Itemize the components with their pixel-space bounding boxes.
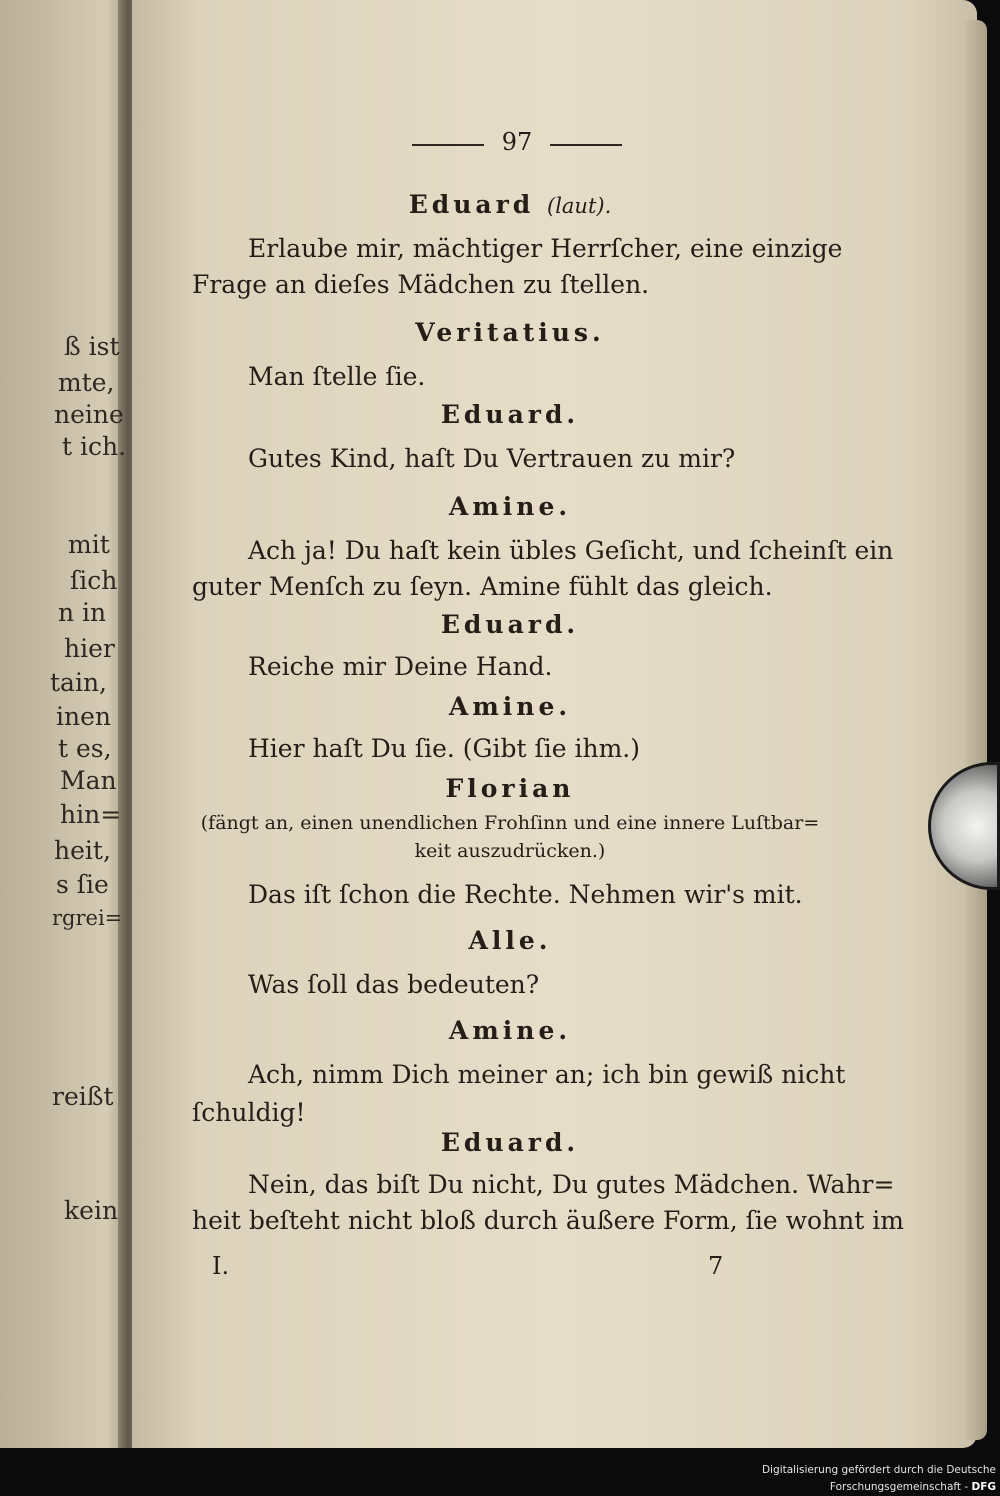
left-fragment: ſich [70,566,118,595]
stage-direction: (fängt an, einen unendlichen Frohſinn und eine innere Luſtbar= [200,812,820,834]
left-fragment: ß ist [64,332,120,361]
left-fragment: n in [58,598,107,627]
text-line: Hier haſt Du ſie. (Gibt ſie ihm.) [248,734,640,763]
text-line: Gutes Kind, haſt Du Vertrauen zu mir? [248,444,736,473]
left-fragment: hin= [60,800,122,829]
speaker-heading: Amine. [448,492,572,521]
speaker-heading [192,190,828,219]
rule-left [412,144,484,146]
left-fragment: tain, [50,668,107,697]
speaker-heading: Alle. [468,926,552,955]
speaker-heading: Amine. [448,692,572,721]
speaker-heading: Eduard. [440,400,580,429]
left-fragment: rgrei= [52,906,123,930]
text-line: guter Menſch zu ſeyn. Amine fühlt das gleich. [192,572,773,601]
stage-direction: keit auszudrücken.) [414,840,606,862]
rule-right [550,144,622,146]
dfg-logo: DFG [971,1481,996,1493]
digitization-credit [670,1462,1000,1493]
left-fragment: inen [56,702,111,731]
text-line: Das iſt ſchon die Rechte. Nehmen wir's mit. [248,880,803,909]
speaker-heading: Florian [445,774,575,803]
speaker-heading: Amine. [448,1016,572,1045]
text-line: Man ſtelle ſie. [248,362,426,391]
left-fragment: t es, [58,734,112,763]
left-fragment: kein [64,1196,119,1225]
text-line: Ach ja! Du haſt kein übles Geſicht, und ſcheinſt ein [248,536,894,565]
text-line: Erlaube mir, mächtiger Herrſcher, eine einzige [248,234,843,263]
page-number: 97 [501,128,533,156]
text-line: Nein, das biſt Du nicht, Du gutes Mädchen. Wahr= [248,1170,895,1199]
left-fragment: hier [64,634,115,663]
sheet-number: 7 [708,1252,724,1280]
credit-text: Digitalisierung gefördert durch die Deutsche Forschungsgemeinschaft - [762,1464,996,1493]
stage-direction: (laut). [547,194,612,218]
left-fragment: neine [54,400,124,429]
speaker-heading: Eduard. [440,1128,580,1157]
left-fragment: reißt [52,1082,114,1111]
text-line: Ach, nimm Dich meiner an; ich bin gewiß nicht [248,1060,846,1089]
text-line: heit beſteht nicht bloß durch äußere Form, ſie wohnt im [192,1206,904,1235]
text-line: ſchuldig! [192,1098,306,1127]
signature-mark: I. [212,1252,230,1280]
left-fragment: s ſie [56,870,109,899]
left-fragment: heit, [54,836,111,865]
text-line: Reiche mir Deine Hand. [248,652,553,681]
page-number-row [412,128,622,158]
text-line: Frage an dieſes Mädchen zu ſtellen. [192,270,650,299]
left-fragment: mit [68,530,110,559]
speaker-heading: Eduard. [440,610,580,639]
left-fragment: t ich. [62,432,127,461]
page-edge [965,20,987,1440]
left-fragment: Man [60,766,117,795]
speaker-name: Eduard [408,190,535,219]
text-line: Was ſoll das bedeuten? [248,970,540,999]
left-fragment: mte, [58,368,115,397]
speaker-heading: Veritatius. [415,318,605,347]
